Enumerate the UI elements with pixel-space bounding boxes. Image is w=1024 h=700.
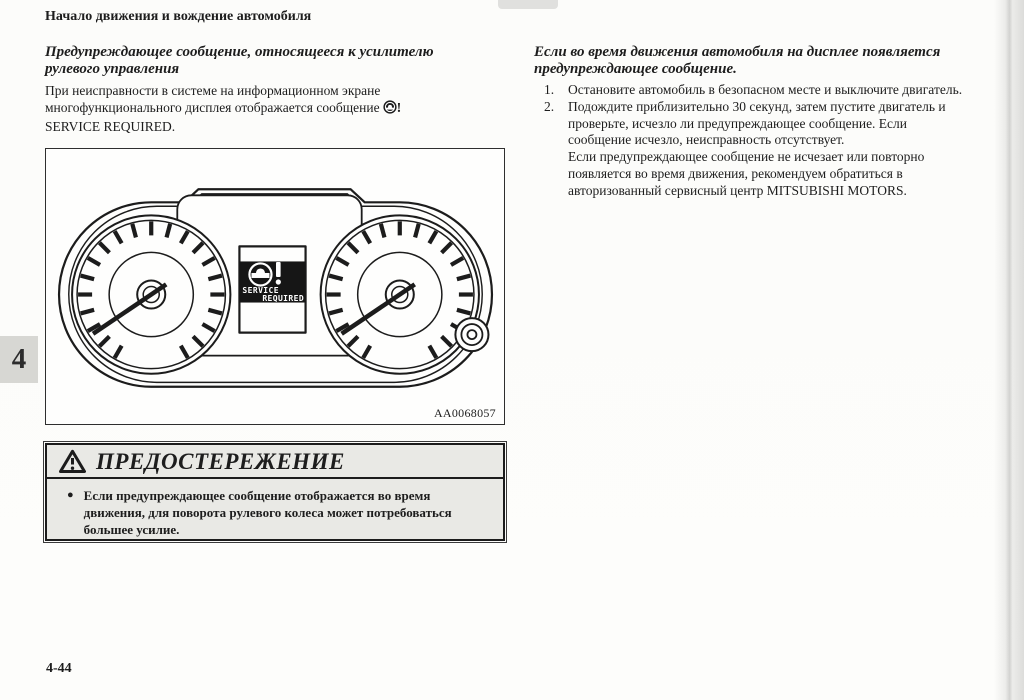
list-item-text: Остановите автомобиль в безопасном месте и выключите двигатель.: [568, 82, 963, 97]
icon-exclamation-text: !: [396, 100, 402, 116]
scan-edge-shadow: [994, 0, 1024, 700]
caution-body: [47, 479, 503, 538]
body-line-3: SERVICE REQUIRED.: [45, 118, 176, 134]
list-item-text: Подождите приблизительно 30 секунд, затем пустите двигатель и проверьте, исчезло ли предупреждающее сообщение. Если сообщение исчезло, неисправность отсутствует.: [568, 98, 946, 148]
bullet-icon: ●: [67, 489, 74, 501]
page-number: 4-44: [46, 661, 72, 676]
caution-header: [47, 445, 503, 479]
list-item: [544, 99, 986, 200]
list-item: [544, 82, 986, 99]
gauge-right: [321, 215, 479, 373]
caution-box: [45, 443, 505, 541]
warning-triangle-icon: [59, 449, 86, 474]
display-screen: [239, 246, 305, 332]
section-title-if-warning-appears: Если во время движения автомобиля на дисплее появляется предупреждающее сообщение.: [534, 44, 941, 77]
section-title-steering-warning: Предупреждающее сообщение, относящееся к усилителю рулевого управления: [45, 44, 434, 77]
steering-wheel-warning-icon: [383, 100, 397, 119]
trip-knob: [455, 318, 488, 351]
figure-instrument-cluster: [45, 148, 505, 425]
gauge-left: [72, 215, 230, 373]
instrument-cluster-drawing: [46, 149, 503, 423]
page-header: Начало движения и вождение автомобиля: [45, 9, 312, 24]
body-line-1: При неисправности в системе на информационном экране: [45, 83, 381, 98]
display-line-required: REQUIRED: [262, 294, 305, 304]
caution-title: ПРЕДОСТЕРЕЖЕНИЕ: [96, 448, 345, 474]
caution-bullet-text: Если предупреждающее сообщение отображается во время движения, для поворота рулевого колеса может потребоваться большее усилие.: [83, 488, 452, 537]
list-item-text: Если предупреждающее сообщение не исчезает или повторно появляется во время движения, рекомендуем обратиться в авторизованный сервисный центр MITSUBISHI MOTORS.: [568, 149, 925, 198]
numbered-list: [534, 82, 986, 200]
display-exclamation-dot: [276, 279, 281, 284]
display-line-service: SERVICE: [242, 286, 279, 296]
scan-smudge: [498, 0, 558, 9]
body-paragraph: [45, 83, 515, 135]
list-item-number: 2.: [544, 98, 555, 114]
list-item-number: 1.: [544, 82, 555, 97]
body-line-2: многофункционального дисплея отображается сообщение !: [45, 100, 515, 119]
chapter-tab: 4: [0, 336, 38, 383]
figure-code-label: AA0068057: [433, 406, 496, 420]
display-exclamation-bar: [276, 262, 281, 277]
